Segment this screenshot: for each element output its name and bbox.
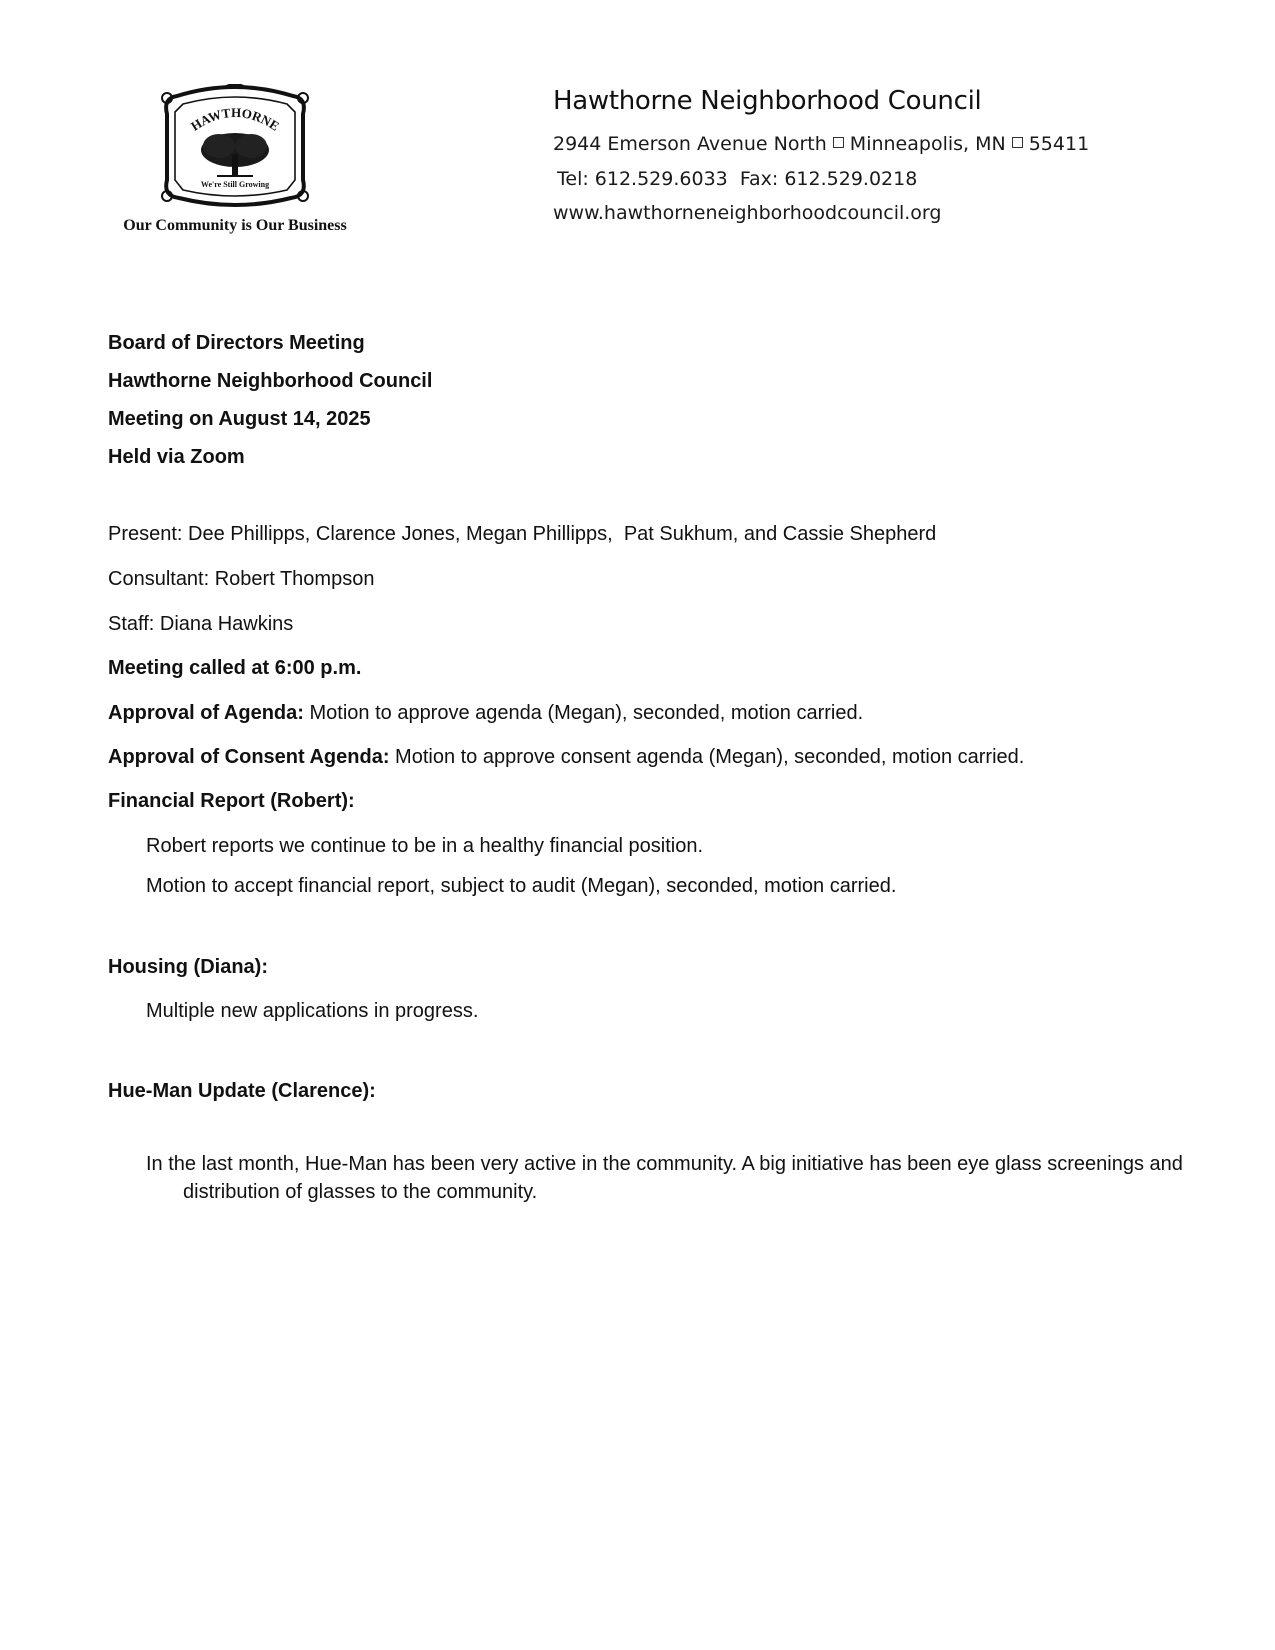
- meeting-org: Hawthorne Neighborhood Council: [108, 370, 433, 392]
- separator-square-icon: [833, 137, 844, 148]
- org-name: Hawthorne Neighborhood Council: [553, 86, 982, 116]
- housing-heading: Housing (Diana):: [108, 956, 268, 978]
- meeting-title: Board of Directors Meeting: [108, 332, 365, 354]
- svg-text:HAWTHORNE: [188, 105, 282, 134]
- approval-agenda: [108, 702, 863, 725]
- approval-consent: [108, 746, 1024, 769]
- tree-emblem-icon: [157, 84, 313, 208]
- hueman-paragraph: In the last month, Hue-Man has been very active in the community. A big initiative has been eye glass screenings and distribution of glasses to the community.: [146, 1153, 1183, 1203]
- approval-agenda-text: Motion to approve agenda (Megan), seconded, motion carried.: [303, 702, 864, 724]
- separator-square-icon: [1012, 137, 1023, 148]
- financial-item: Robert reports we continue to be in a healthy financial position.: [146, 835, 704, 857]
- consultant-line: Consultant: Robert Thompson: [108, 568, 375, 590]
- org-address: [553, 133, 1089, 155]
- logo-banner-text: We're Still Growing: [200, 180, 270, 189]
- logo-arc-text: HAWTHORNE: [188, 104, 283, 134]
- logo-tagline: Our Community is Our Business: [123, 217, 347, 234]
- org-phone: Tel: 612.529.6033 Fax: 612.529.0218: [557, 168, 918, 190]
- present-line: Present: Dee Phillipps, Clarence Jones, Megan Phillipps, Pat Sukhum, and Cassie Shepherd: [108, 523, 937, 545]
- approval-agenda-label: Approval of Agenda:: [108, 702, 304, 724]
- approval-consent-label: Approval of Consent Agenda:: [108, 746, 390, 768]
- meeting-location: Held via Zoom: [108, 446, 245, 468]
- org-website: www.hawthorneneighborhoodcouncil.org: [553, 202, 942, 224]
- financial-heading: Financial Report (Robert):: [108, 790, 355, 812]
- meeting-called: Meeting called at 6:00 p.m.: [108, 657, 362, 679]
- hueman-heading: Hue-Man Update (Clarence):: [108, 1080, 376, 1102]
- address-city: Minneapolis, MN: [849, 133, 1006, 155]
- financial-item: Motion to accept financial report, subject to audit (Megan), seconded, motion carried.: [146, 875, 897, 897]
- address-street: 2944 Emerson Avenue North: [553, 133, 827, 155]
- meeting-date: Meeting on August 14, 2025: [108, 408, 371, 430]
- address-zip: 55411: [1028, 133, 1090, 155]
- staff-line: Staff: Diana Hawkins: [108, 613, 294, 635]
- housing-item: Multiple new applications in progress.: [146, 1000, 479, 1022]
- hawthorne-logo: [105, 84, 365, 244]
- approval-consent-text: Motion to approve consent agenda (Megan), seconded, motion carried.: [389, 746, 1025, 768]
